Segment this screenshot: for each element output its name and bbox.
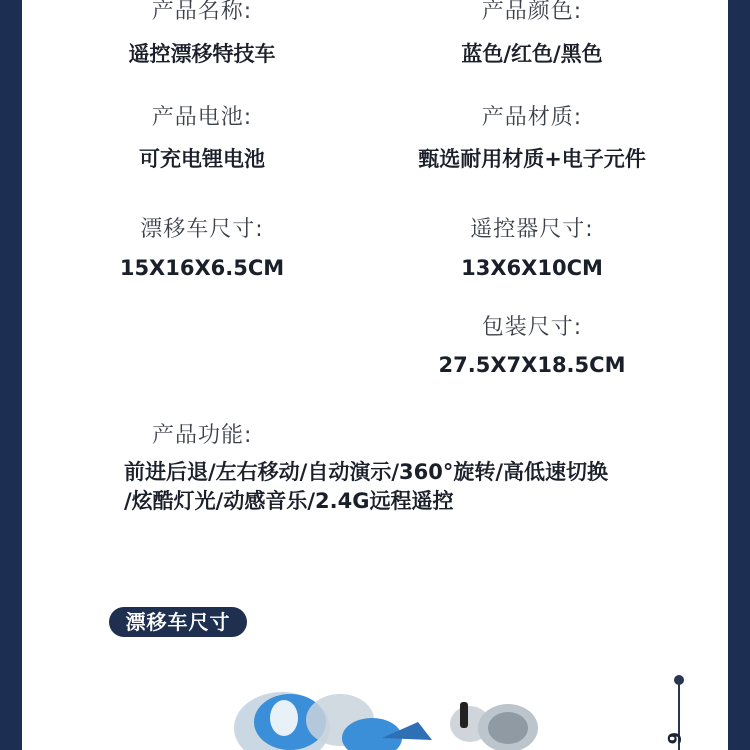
product-color-value: 蓝色/红色/黑色	[461, 42, 603, 66]
function-line-1: 前进后退/左右移动/自动演示/360°旋转/高低速切换	[124, 460, 609, 484]
remote-size-value: 13X6X10CM	[461, 256, 603, 280]
product-function-value	[124, 458, 684, 516]
package-size-value: 27.5X7X18.5CM	[438, 353, 626, 377]
dimension-number: 6	[663, 732, 684, 745]
product-battery-label: 产品电池:	[151, 105, 253, 130]
car-size-value: 15X16X6.5CM	[119, 256, 285, 280]
product-color-label: 产品颜色:	[481, 0, 583, 24]
remote-size-label: 遥控器尺寸:	[470, 217, 594, 242]
product-material-value: 甄选耐用材质+电子元件	[418, 147, 646, 171]
section-badge: 漂移车尺寸	[109, 607, 247, 637]
product-battery-value: 可充电锂电池	[139, 147, 265, 171]
car-body	[234, 692, 538, 750]
product-name-label: 产品名称:	[151, 0, 253, 24]
car-size-label: 漂移车尺寸:	[140, 217, 264, 242]
car-image	[22, 680, 728, 750]
package-size-label: 包装尺寸:	[481, 315, 583, 340]
product-material-label: 产品材质:	[481, 105, 583, 130]
spec-panel	[22, 0, 728, 750]
product-function-label: 产品功能:	[152, 423, 253, 448]
function-line-2: /炫酷灯光/动感音乐/2.4G远程遥控	[124, 489, 454, 513]
product-name-value: 遥控漂移特技车	[128, 42, 276, 66]
